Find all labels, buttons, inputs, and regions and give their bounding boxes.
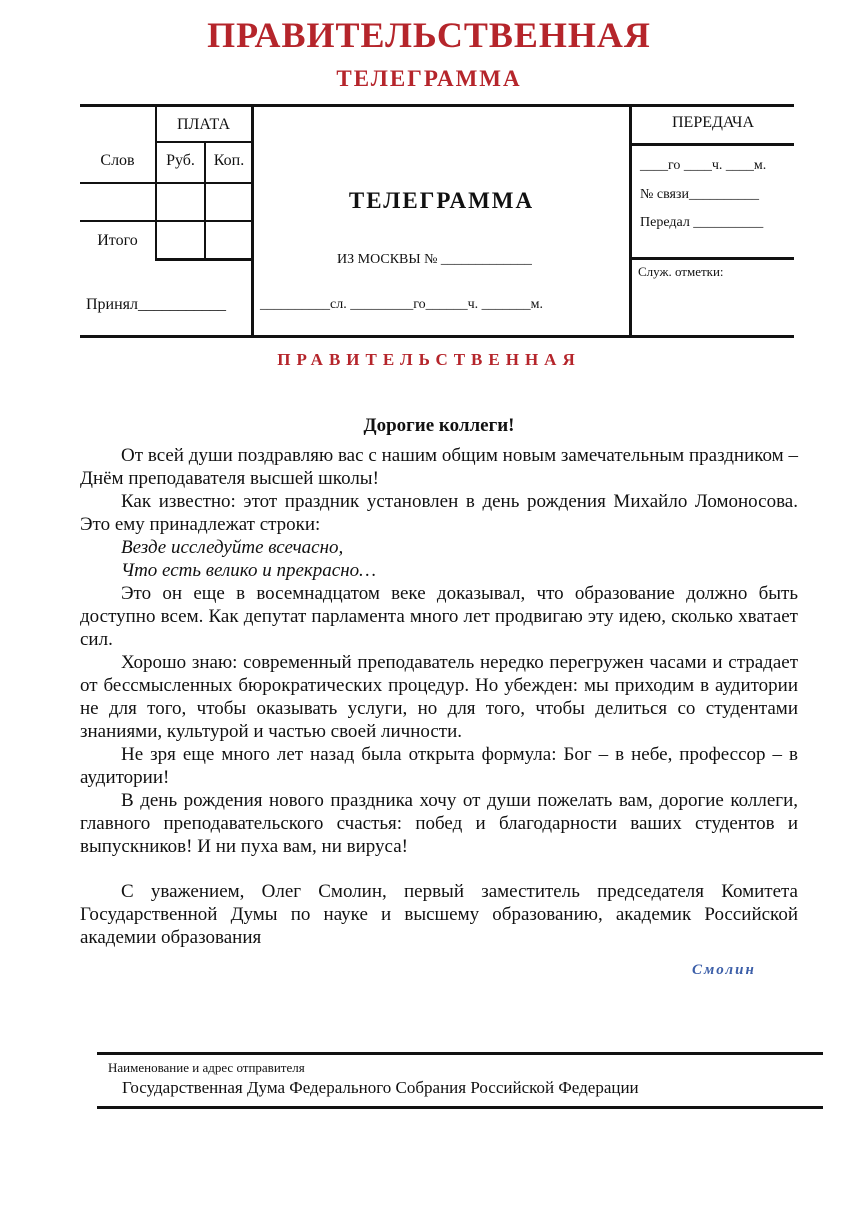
time-line-field: ____го ____ч. ____м. bbox=[640, 158, 767, 173]
kop-label: Коп. bbox=[213, 152, 245, 169]
itogo-label: Итого bbox=[97, 232, 138, 249]
sender-top-rule bbox=[97, 1052, 823, 1055]
letter-closing: С уважением, Олег Смолин, первый заместитель председателя Комитета Государственной Думы по науке и высшему образованию, академик Российской академии образования bbox=[80, 881, 798, 948]
form-footer-banner: ПРАВИТЕЛЬСТВЕННАЯ bbox=[277, 350, 581, 369]
letter-paragraph: Это он еще в восемнадцатом веке доказывал, что образование должно быть доступно всем. Как депутат парламента много лет продвигаю эту идею, сколько хватает сил. bbox=[80, 583, 798, 650]
letter-paragraph: Хорошо знаю: современный преподаватель нередко перегружен часами и страдает от бессмысленных бюрократических процедур. Но убежден: мы приходим в аудитории не для того, чтобы оказывать услуги, но для того, чтобы делиться со студентами знаниями, культурой и частью своей личности. bbox=[80, 652, 798, 742]
slov-label: Слов bbox=[100, 152, 135, 169]
sender-address: Государственная Дума Федерального Собрания Российской Федерации bbox=[122, 1078, 639, 1097]
letter-paragraph: В день рождения нового праздника хочу от души пожелать вам, дорогие коллеги, главного преподавательского счастья: побед и благодарности ваших студентов и выпускников! И ни пуха вам, ни вируса! bbox=[80, 790, 798, 857]
letter-body bbox=[80, 414, 798, 949]
svyazi-field: № связи__________ bbox=[640, 187, 759, 202]
form-top-rule bbox=[80, 104, 794, 107]
poem-line: Везде исследуйте всечасно, bbox=[121, 537, 344, 558]
from-moscow-field: ИЗ МОСКВЫ № _____________ bbox=[337, 252, 532, 267]
letter-paragraph: От всей души поздравляю вас с нашим общим новым замечательным праздником – Днём преподавателя высшей школы! bbox=[80, 445, 798, 489]
rub-label: Руб. bbox=[166, 152, 195, 169]
sender-label: Наименование и адрес отправителя bbox=[108, 1060, 305, 1075]
sluzh-label: Служ. отметки: bbox=[638, 264, 724, 279]
sender-bottom-rule bbox=[97, 1106, 823, 1109]
form-divider-right bbox=[629, 104, 632, 338]
letter-greeting: Дорогие коллеги! bbox=[363, 415, 515, 436]
plata-label: ПЛАТА bbox=[176, 116, 231, 133]
letter-paragraph: Как известно: этот праздник установлен в день рождения Михайло Ломоносова. Это ему принадлежат строки: bbox=[80, 491, 798, 535]
peredal-field: Передал __________ bbox=[640, 215, 764, 230]
signature: Смолин bbox=[692, 962, 756, 978]
form-bottom-rule bbox=[80, 335, 794, 338]
peredacha-label: ПЕРЕДАЧА bbox=[672, 114, 754, 131]
date-line-field: __________сл. _________го______ч. _______м. bbox=[260, 297, 543, 312]
telegram-header-title: ПРАВИТЕЛЬСТВЕННАЯ bbox=[207, 15, 651, 55]
prinyal-field: Принял___________ bbox=[86, 296, 227, 313]
letter-paragraph: Не зря еще много лет назад была открыта формула: Бог – в небе, профессор – в аудитории! bbox=[80, 744, 798, 788]
poem-line: Что есть велико и прекрасно… bbox=[121, 560, 377, 581]
form-center-title: ТЕЛЕГРАММА bbox=[348, 188, 535, 213]
telegram-header-subtitle: ТЕЛЕГРАММА bbox=[336, 66, 522, 91]
